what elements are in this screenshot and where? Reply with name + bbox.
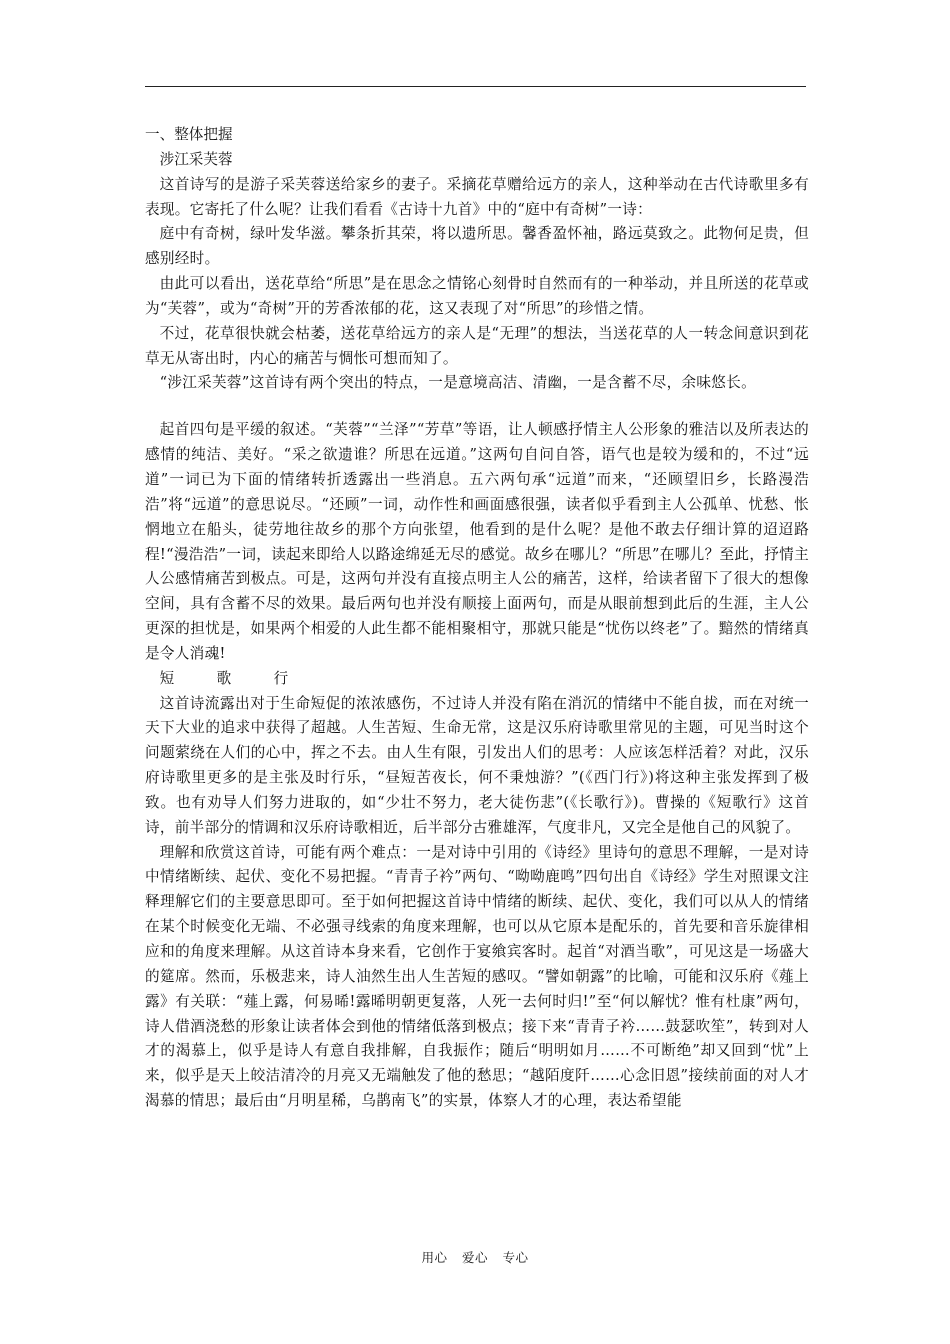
paragraph: “涉江采芙蓉”这首诗有两个突出的特点，一是意境高洁、清幽，一是含蓄不尽，余味悠长。 bbox=[159, 374, 756, 392]
paragraph: 不过，花草很快就会枯萎，送花草给远方的亲人是“无理”的想法，当送花草的人一转念间意识到花草无从寄出时，内心的痛苦与惆怅可想而知了。 bbox=[145, 324, 809, 367]
blank-line bbox=[145, 396, 809, 418]
paragraph: 由此可以看出，送花草给“所思”是在思念之情铭心刻骨时自然而有的一种举动，并且所送的花草或为“芙蓉”，或为“奇树”开的芳香浓郁的花，这又表现了对“所思”的珍惜之情。 bbox=[145, 275, 809, 317]
footer-text: 用心 bbox=[421, 1250, 448, 1265]
header-rule bbox=[145, 86, 806, 87]
poem2-title-char: 短 bbox=[159, 669, 175, 687]
paragraph: 起首四句是平缓的叙述。“芙蓉”“兰泽”“芳草”等语，让人顿感抒情主人公形象的雅洁以及所表达的感情的纯洁、美好。“采之欲遗谁？所思在远道。”这两句自问自答，语气也是较为缓和的，不过“远道”一词已为下面的情绪转折透露出一些消息。五六两句承“远道”而来，“还顾望旧乡，长路漫浩浩”将“远道”的意思说尽。“还顾”一词，动作性和画面感很强，读者似乎看到主人公孤单、忧愁、怅惘地立在船头，徒劳地往故乡的那个方向张望，他看到的是什么呢？是他不敢去仔细计算的迢迢路程!“漫浩浩”一词，读起来即给人以路途绵延无尽的感觉。故乡在哪儿？“所思”在哪儿？至此，抒情主人公感情痛苦到极点。可是，这两句并没有直接点明主人公的痛苦，这样，给读者留下了很大的想像空间，具有含蓄不尽的效果。最后两句也并没有顺接上面两句，而是从眼前想到此后的生涯，主人公更深的担忧是，如果两个相爱的人此生都不能相聚相守，那就只能是“忧伤以终老”了。黯然的情绪真是令人消魂! bbox=[145, 421, 809, 662]
poem1-title: 涉江采芙蓉 bbox=[159, 150, 233, 168]
footer-text: 专心 bbox=[502, 1250, 529, 1265]
paragraph: 庭中有奇树，绿叶发华滋。攀条折其荣，将以遗所思。馨香盈怀袖，路远莫致之。此物何足贵，但感别经时。 bbox=[145, 225, 809, 268]
poem2-title bbox=[145, 667, 809, 692]
poem2-title-char: 歌 bbox=[216, 669, 232, 687]
paragraph: 理解和欣赏这首诗，可能有两个难点：一是对诗中引用的《诗经》里诗句的意思不理解，一是对诗中情绪断续、起伏、变化不易把握。“青青子衿”两句、“呦呦鹿鸣”四句出自《诗经》学生对照课文注释理解它们的主要意思即可。至于如何把握这首诗中情绪的断续、起伏、变化，我们可以从人的情绪在某个时候变化无端、不必强寻线索的角度来理解，也可以从它原本是配乐的，首先要和音乐旋律相应和的角度来理解。从这首诗本身来看，它创作于宴飨宾客时。起首“对酒当歌”，可见这是一场盛大的筵席。然而，乐极悲来，诗人油然生出人生苦短的感叹。“譬如朝露”的比喻，可能和汉乐府《薤上露》有关联：“薤上露，何易晞!露晞明朝更复落，人死一去何时归!”至“何以解忧？惟有杜康”两句，诗人借酒浇愁的形象让读者体会到他的情绪低落到极点；接下来“青青子衿……鼓瑟吹笙”，转到对人才的渴慕上，似乎是诗人有意自我排解，自我振作；随后“明明如月……不可断绝”却又回到“忧”上来，似乎是天上皎洁清冷的月亮又无端触发了他的愁思；“越陌度阡……心念旧恩”接续前面的对人才渴慕的情思；最后由“月明星稀，乌鹊南飞”的实景，体察人才的心理，表达希望能 bbox=[145, 843, 809, 1110]
page-footer bbox=[0, 1248, 950, 1266]
document-body bbox=[145, 123, 809, 1114]
paragraph: 这首诗流露出对于生命短促的浓浓感伤，不过诗人并没有陷在消沉的情绪中不能自拔，而在对统一天下大业的追求中获得了超越。人生苦短、生命无常，这是汉乐府诗歌里常见的主题，可见当时这个问题萦绕在人们的心中，挥之不去。由人生有限，引发出人们的思考：人应该怎样活着？对此，汉乐府诗歌里更多的是主张及时行乐，“昼短苦夜长，何不秉烛游？”(《西门行》)将这种主张发挥到了极致。也有劝导人们努力进取的，如“少壮不努力，老大徒伤悲”(《长歌行》)。曹操的《短歌行》这首诗，前半部分的情调和汉乐府诗歌相近，后半部分古雅雄浑，气度非凡，又完全是他自己的风貌了。 bbox=[145, 694, 809, 836]
footer-text: 爱心 bbox=[461, 1250, 488, 1265]
section-heading: 一、整体把握 bbox=[145, 126, 233, 143]
poem2-title-char: 行 bbox=[273, 669, 289, 687]
paragraph: 这首诗写的是游子采芙蓉送给家乡的妻子。采摘花草赠给远方的亲人，这种举动在古代诗歌里多有表现。它寄托了什么呢？让我们看看《古诗十九首》中的“庭中有奇树”一诗： bbox=[145, 175, 809, 218]
